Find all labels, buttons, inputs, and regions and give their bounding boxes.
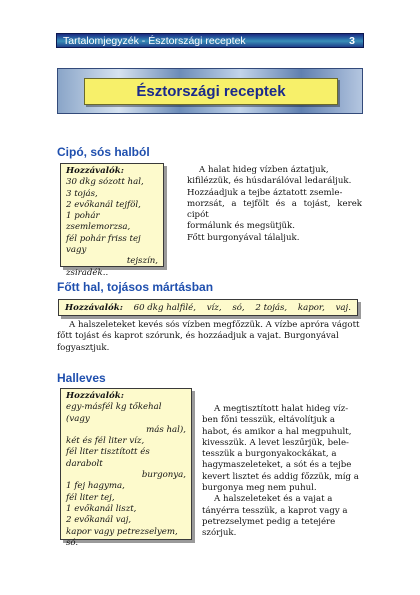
text-line: fogyasztjuk.: [57, 342, 110, 353]
page-number: 3: [349, 34, 355, 47]
ingredient-line: 1 pohár zsemlemorzsa,: [66, 211, 131, 233]
text-line: hagymaszeleteket, a sót és a tejbe: [202, 460, 352, 471]
text-line: A halat hideg vízben áztatjuk,: [199, 165, 329, 175]
ingredient-item: 60 dkg halfilé,: [133, 302, 196, 313]
ingredient-item: 2 tojás,: [255, 302, 288, 313]
ingredients-box-fott-hal: [58, 299, 358, 316]
text-line: főtt tojást és kaprot szórunk, és hozzáadjuk a vajat. Burgonyával: [57, 331, 339, 342]
ingredient-line: burgonya,: [141, 470, 186, 481]
text-line: szórjuk.: [202, 528, 237, 539]
text-line: ben főni tesszük, eltávolítjuk a: [202, 415, 335, 426]
ingredient-item: víz,: [206, 302, 222, 313]
ingredient-item: vaj.: [335, 302, 351, 313]
recipe-title-halleves: Halleves: [57, 371, 106, 385]
ingredients-box-cipo: [60, 163, 164, 278]
ingredient-line: 2 evőkanál vaj,: [66, 515, 132, 526]
ingredient-line: fél liter tisztított és darabolt: [66, 447, 150, 469]
ingredient-line: fél pohár friss tej vagy: [66, 233, 141, 256]
ingredients-list: [66, 402, 186, 549]
recipe-text-fott-hal: [57, 320, 363, 354]
ingredient-line: 1 evőkanál liszt,: [66, 503, 137, 514]
recipe-title-cipo: Cipó, sós halból: [57, 145, 150, 159]
ingredients-box-halleves: [60, 388, 192, 548]
ingredients-label: Hozzávalók:: [66, 166, 124, 176]
text-line: formálunk és megsütjük.: [187, 221, 295, 232]
text-line: tányérra tesszük, a kaprot vagy a: [202, 505, 348, 516]
ingredient-line: egy-másfél kg tőkehal (vagy: [66, 402, 162, 424]
text-line: Hozzáadjuk a tejbe áztatott zsemle-: [187, 187, 343, 198]
ingredient-line: 3 tojás,: [66, 188, 98, 199]
ingredient-line: fél liter tej,: [66, 492, 115, 503]
text-line: A megtisztított halat hideg víz-: [214, 404, 349, 414]
page-title: Észtországi receptek: [84, 78, 338, 105]
text-line: burgonya meg nem puhul.: [202, 483, 317, 494]
text-line: petrezselymet pedig a tetejére: [202, 516, 336, 527]
text-line: kifilézzük, és húsdarálóval ledaráljuk.: [187, 176, 352, 187]
ingredient-line: 2 evőkanál tejföl,: [66, 199, 141, 210]
ingredient-line: zsiradék..: [66, 267, 109, 278]
text-line: kivesszük. A levet leszűrjük, bele-: [202, 437, 349, 448]
recipe-text-cipo: [187, 165, 362, 244]
ingredient-line: só.: [66, 537, 79, 548]
text-line: habot, és amikor a hal megpuhult,: [202, 426, 352, 437]
ingredient-line: tejszín,: [126, 256, 158, 267]
text-line: Főtt burgonyával tálaljuk.: [187, 232, 300, 243]
ingredient-item: kapor,: [297, 302, 325, 313]
text-line: kevert lisztet és addig főzzük, míg a: [202, 471, 359, 482]
ingredient-item: só,: [232, 302, 245, 313]
ingredient-line: 30 dkg sózott hal,: [66, 177, 144, 188]
recipe-text-halleves: [202, 404, 362, 540]
ingredient-line: más hal),: [146, 424, 186, 435]
ingredient-line: 1 fej hagyma,: [66, 481, 125, 492]
ingredients-label: Hozzávalók:: [65, 302, 123, 313]
text-line: A halszeleteket kevés sós vízben megfőzzük. A vízbe apróra vágott: [69, 320, 360, 330]
page-header-bar: [56, 33, 364, 48]
recipe-title-fott-hal: Főtt hal, tojásos mártásban: [57, 280, 214, 294]
header-title: Tartalomjegyzék - Észtországi receptek: [63, 34, 246, 47]
text-line: A halszeleteket és a vajat a: [214, 494, 333, 505]
ingredient-line: kapor vagy petrezselyem,: [66, 526, 178, 537]
text-line: tesszük a burgonyakockákat, a: [202, 449, 337, 460]
title-banner: [57, 68, 363, 114]
ingredients-label: Hozzávalók:: [66, 391, 124, 401]
text-line: morzsát, a tejfölt és a tojást, kerek cipót: [187, 198, 362, 221]
ingredient-line: két és fél liter víz,: [66, 436, 145, 447]
